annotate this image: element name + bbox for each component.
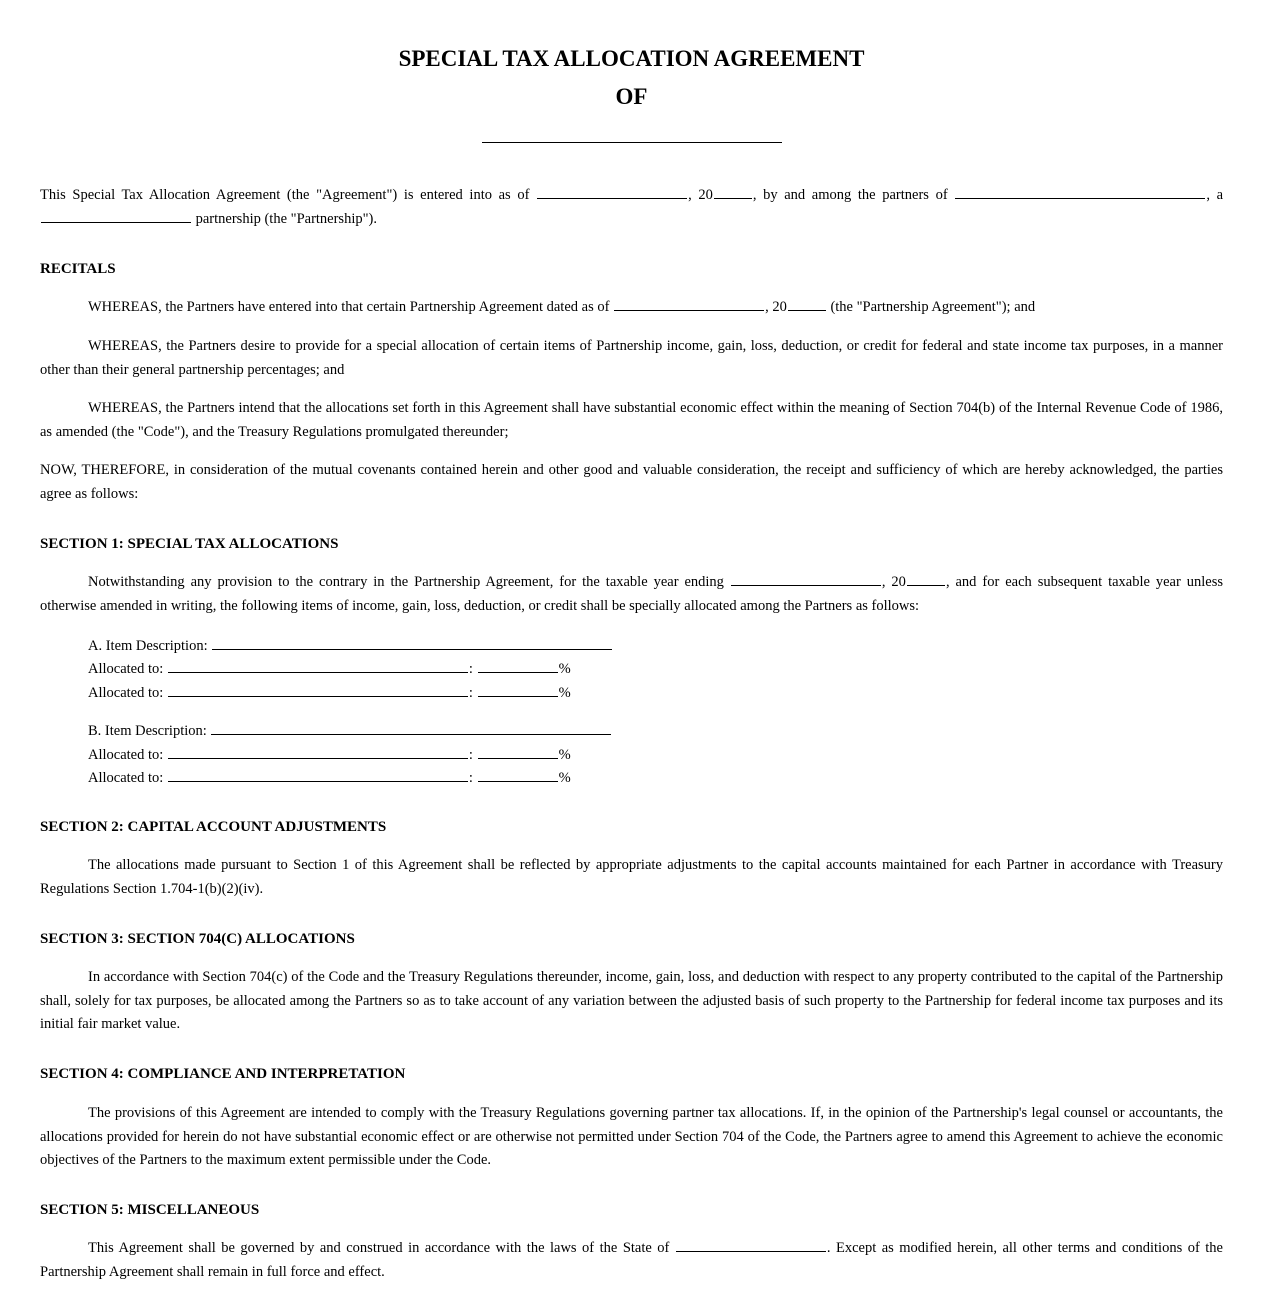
state-blank[interactable] [41,208,191,223]
whereas-1-text-end: (the "Partnership Agreement"); and [830,299,1036,315]
percent-blank[interactable] [478,682,558,697]
partner-blank[interactable] [168,658,468,673]
percent-sign: % [558,770,571,786]
section-5-text-end: . Except as modified herein, all other terms and conditions of the Partnership Agreement shall remain in full force and effect. [40,1240,1223,1280]
intro-paragraph [40,184,1223,231]
section-5-heading: SECTION 5: MISCELLANEOUS [40,1202,260,1218]
percent-sign: % [558,685,571,701]
section-3-heading: SECTION 3: SECTION 704(C) ALLOCATIONS [40,931,355,947]
section-1-body [40,571,1223,618]
whereas-1 [40,296,1223,320]
agreement-date-blank[interactable] [614,296,764,311]
percent-sign: % [558,661,571,677]
whereas-1-text: WHEREAS, the Partners have entered into that certain Partnership Agreement dated as of [88,299,610,315]
intro-text: This Special Tax Allocation Agreement (the "Agreement") is entered into as of [40,187,530,203]
section-2-body: The allocations made pursuant to Section 1 of this Agreement shall be reflected by appropriate adjustments to the capital accounts maintained for each Partner in accordance with Treasury Regulations Section 1.704-1(b)(2)(iv). [40,857,1223,897]
partner-blank[interactable] [168,744,468,759]
partner-blank[interactable] [168,682,468,697]
colon: : [468,747,473,763]
document-title-of: OF [615,84,648,109]
year-blank[interactable] [714,184,752,199]
agreement-year-blank[interactable] [788,296,826,311]
colon: : [468,661,473,677]
allocated-label: Allocated to: [88,661,164,677]
taxable-year-suffix-blank[interactable] [907,571,945,586]
intro-text-a: , a [1206,187,1224,203]
item-b-label: B. Item Description: [88,723,207,739]
percent-blank[interactable] [478,767,558,782]
section-4-body: The provisions of this Agreement are intended to comply with the Treasury Regulations governing partner tax allocations. If, in the opinion of the Partnership's legal counsel or accountants, the allocations provided for herein do not have substantial economic effect or are otherwise not permitted under Section 704 of the Code, the Partners agree to amend this Agreement to achieve the economic objectives of the Partners to the maximum extent permissible under the Code. [40,1105,1223,1168]
section-1-year-prefix: , 20 [881,574,906,590]
section-1-text: Notwithstanding any provision to the contrary in the Partnership Agreement, for the taxable year ending [88,574,724,590]
item-b-description-blank[interactable] [211,720,611,735]
item-a-allocation-2 [88,682,571,703]
allocated-label: Allocated to: [88,770,164,786]
section-5-body [40,1237,1223,1284]
percent-blank[interactable] [478,658,558,673]
intro-text-partners: , by and among the partners of [752,187,948,203]
item-a-row [88,635,613,656]
section-2-heading: SECTION 2: CAPITAL ACCOUNT ADJUSTMENTS [40,819,387,835]
section-1-heading: SECTION 1: SPECIAL TAX ALLOCATIONS [40,536,339,552]
item-a-allocation-1 [88,658,571,679]
date-blank[interactable] [537,184,687,199]
allocated-label: Allocated to: [88,685,164,701]
section-5-text: This Agreement shall be governed by and construed in accordance with the laws of the State of [88,1240,670,1256]
document-title: SPECIAL TAX ALLOCATION AGREEMENT [398,46,865,71]
now-therefore-paragraph: NOW, THEREFORE, in consideration of the mutual covenants contained herein and other good and valuable consideration, the receipt and sufficiency of which are hereby acknowledged, the parties agree as follows: [40,462,1223,502]
intro-text-partnership: partnership (the "Partnership"). [195,210,377,227]
item-a-label: A. Item Description: [88,638,208,654]
colon: : [468,770,473,786]
partner-blank[interactable] [168,767,468,782]
item-b-row [88,720,612,741]
item-a-description-blank[interactable] [212,635,612,650]
percent-sign: % [558,747,571,763]
colon: : [468,685,473,701]
whereas-1-year-prefix: , 20 [765,299,787,315]
whereas-3: WHEREAS, the Partners intend that the allocations set forth in this Agreement shall have substantial economic effect within the meaning of Section 704(b) of the Internal Revenue Code of 1986, as amended (the "Code"), and the Treasury Regulations promulgated thereunder; [40,400,1223,440]
section-3-body: In accordance with Section 704(c) of the Code and the Treasury Regulations thereunder, income, gain, loss, and deduction with respect to any property contributed to the capital of the Partnership shall, solely for tax purposes, be allocated among the Partners so as to take account of any variation between the adjusted basis of such property to the Partnership for federal income tax purposes and its initial fair market value. [40,969,1223,1032]
allocated-label: Allocated to: [88,747,164,763]
intro-year-prefix: , 20 [688,187,713,203]
item-b-allocation-2 [88,767,571,788]
section-1-text-end: , and for each subsequent taxable year unless otherwise amended in writing, the following items of income, gain, loss, deduction, or credit shall be specially allocated among the Partners as follows: [40,574,1224,614]
section-4-heading: SECTION 4: COMPLIANCE AND INTERPRETATION [40,1066,406,1082]
governing-state-blank[interactable] [676,1237,826,1252]
partnership-name-blank[interactable] [482,142,782,143]
percent-blank[interactable] [478,744,558,759]
taxable-year-blank[interactable] [731,571,881,586]
whereas-2: WHEREAS, the Partners desire to provide for a special allocation of certain items of Partnership income, gain, loss, deduction, or credit for federal and state income tax purposes, in a manner other than their general partnership percentages; and [40,338,1223,378]
item-b-allocation-1 [88,744,571,765]
recitals-heading: RECITALS [40,261,116,277]
partners-blank[interactable] [955,184,1205,199]
